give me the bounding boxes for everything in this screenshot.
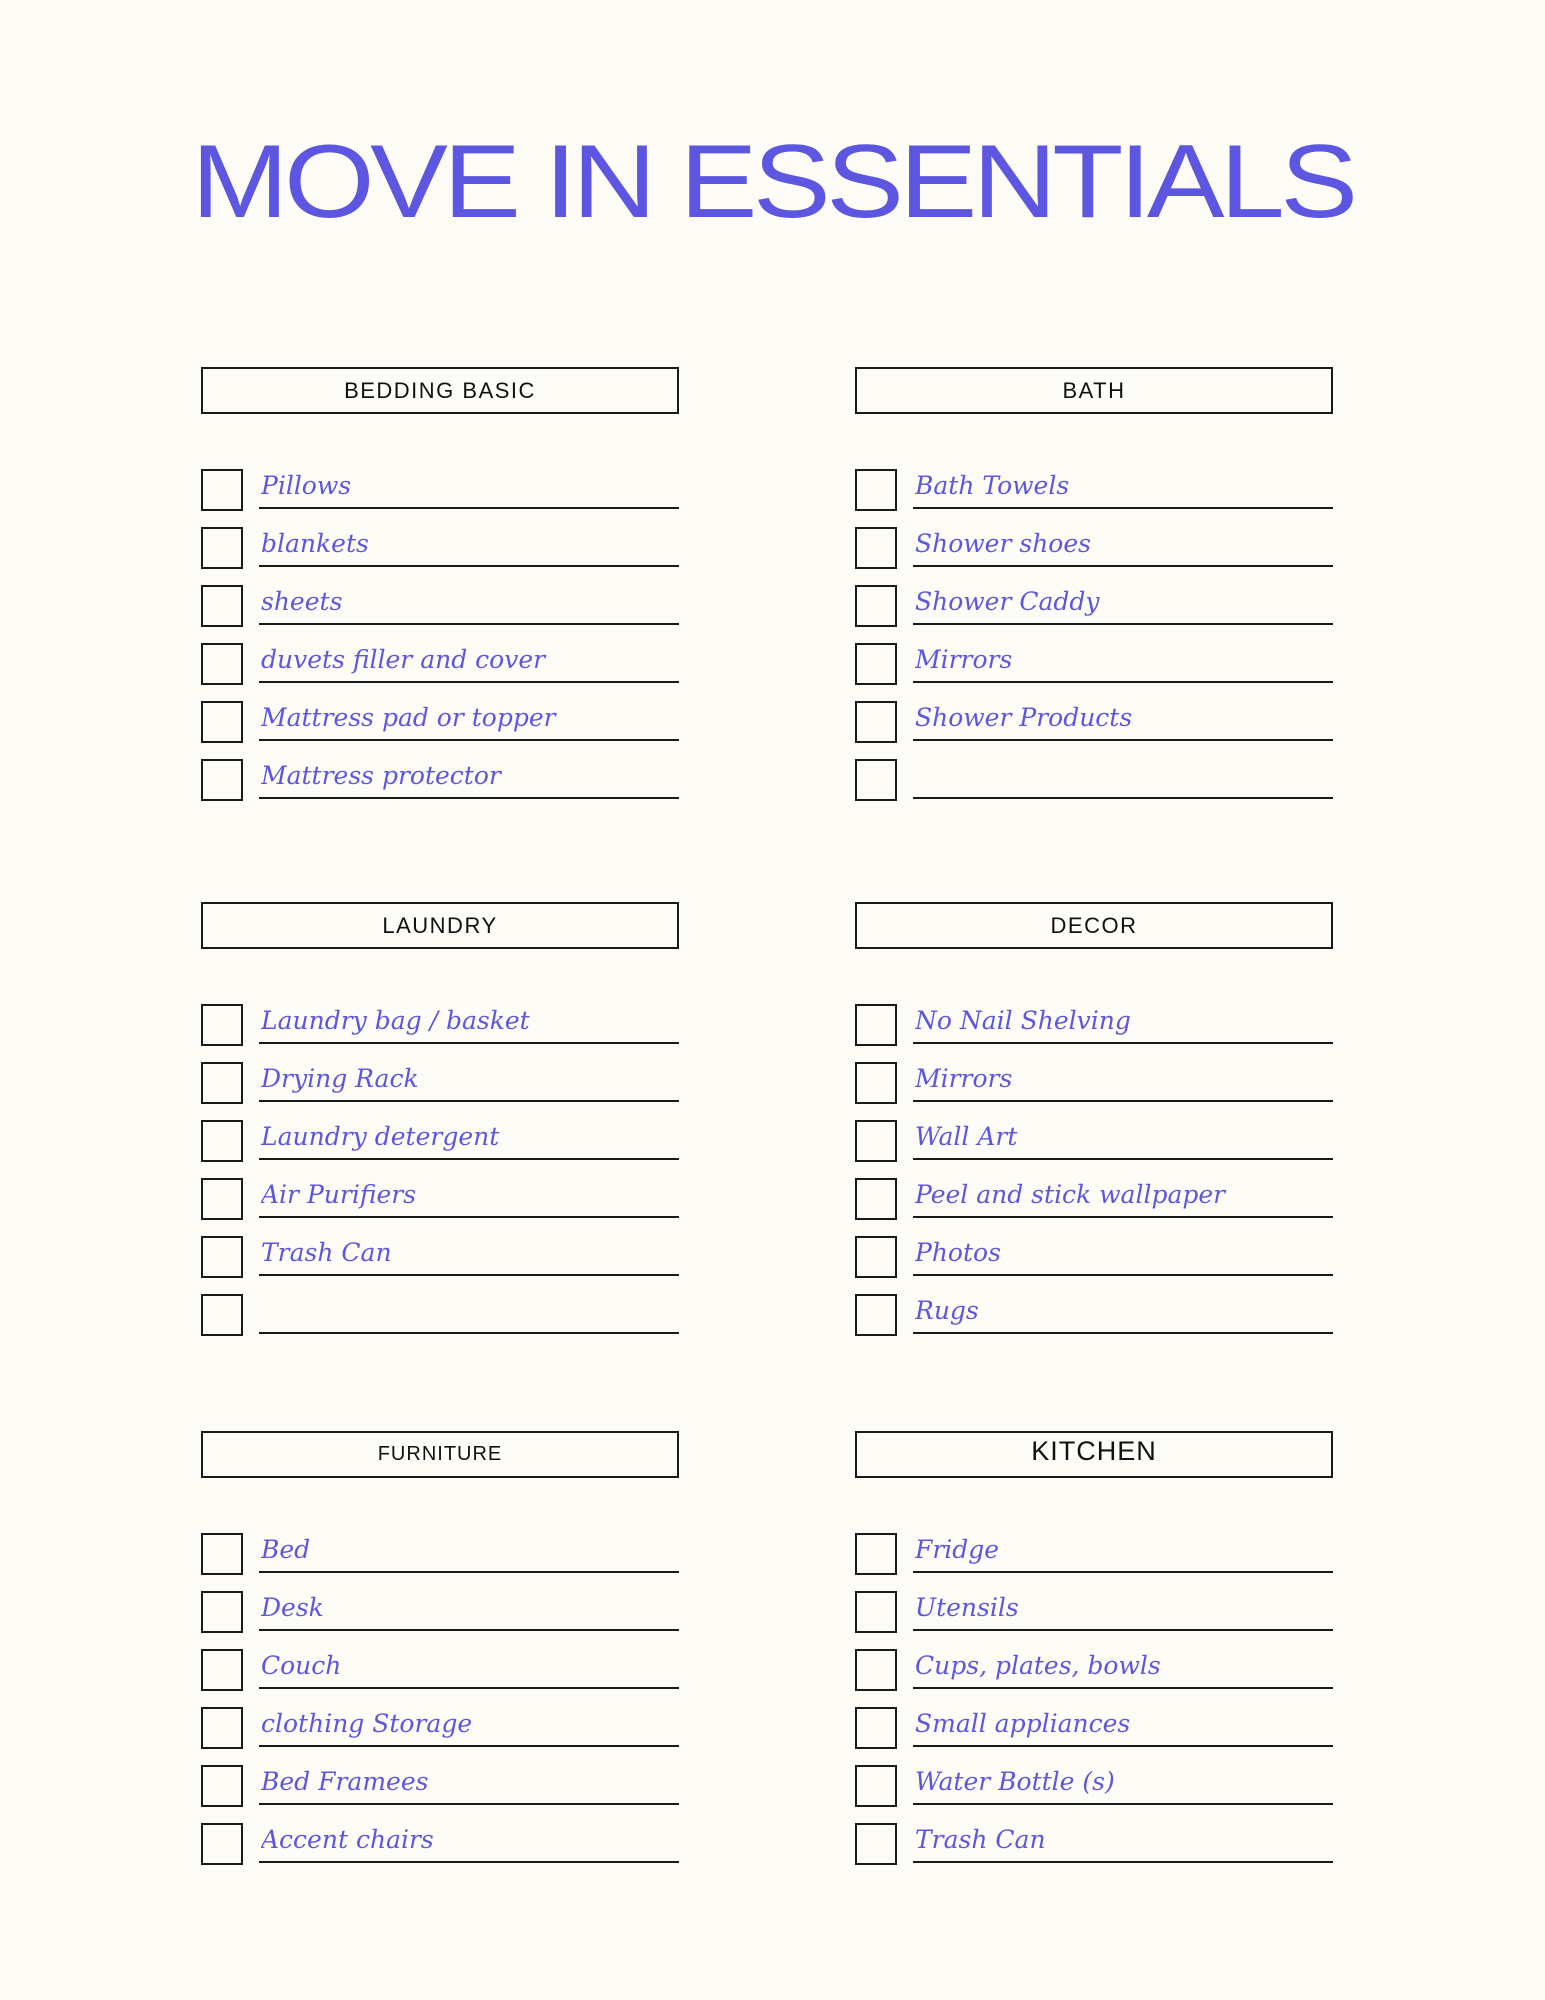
checklist-item bbox=[201, 527, 679, 585]
item-text: Shower Caddy bbox=[915, 587, 1100, 616]
checklist-item bbox=[201, 1649, 679, 1707]
write-line bbox=[259, 1100, 679, 1102]
checklist-item bbox=[201, 1707, 679, 1765]
checklist-item bbox=[855, 469, 1333, 527]
checkbox[interactable] bbox=[855, 469, 897, 511]
checklist bbox=[201, 469, 679, 817]
write-line bbox=[913, 1861, 1333, 1863]
checkbox[interactable] bbox=[855, 1823, 897, 1865]
item-text: Trash Can bbox=[915, 1825, 1046, 1854]
checkbox[interactable] bbox=[855, 1236, 897, 1278]
checklist-item bbox=[201, 1294, 679, 1352]
section-bath bbox=[855, 367, 1333, 817]
checklist-item bbox=[201, 1765, 679, 1823]
write-line bbox=[913, 1042, 1333, 1044]
item-text: Bed bbox=[261, 1535, 311, 1564]
checkbox[interactable] bbox=[855, 1004, 897, 1046]
checklist-item bbox=[855, 701, 1333, 759]
write-line bbox=[913, 1687, 1333, 1689]
item-text: Mattress pad or topper bbox=[261, 703, 556, 732]
write-line bbox=[913, 1629, 1333, 1631]
checklist-item bbox=[855, 1062, 1333, 1120]
checkbox[interactable] bbox=[855, 527, 897, 569]
checklist-item bbox=[855, 643, 1333, 701]
item-text: Shower Products bbox=[915, 703, 1133, 732]
write-line bbox=[913, 623, 1333, 625]
write-line bbox=[913, 1332, 1333, 1334]
write-line bbox=[913, 1100, 1333, 1102]
checkbox[interactable] bbox=[855, 1533, 897, 1575]
checkbox[interactable] bbox=[201, 527, 243, 569]
checkbox[interactable] bbox=[201, 1294, 243, 1336]
item-text: Mirrors bbox=[915, 645, 1013, 674]
checklist-item bbox=[855, 1120, 1333, 1178]
section-bedding-basic bbox=[201, 367, 679, 817]
checklist-item bbox=[855, 1294, 1333, 1352]
checkbox[interactable] bbox=[855, 1120, 897, 1162]
checklist-item bbox=[201, 1591, 679, 1649]
item-text: sheets bbox=[261, 587, 343, 616]
checkbox[interactable] bbox=[201, 759, 243, 801]
write-line bbox=[913, 797, 1333, 799]
checklist-item bbox=[201, 1823, 679, 1881]
item-text: Fridge bbox=[915, 1535, 1000, 1564]
write-line bbox=[913, 1274, 1333, 1276]
item-text: Mattress protector bbox=[261, 761, 501, 790]
checkbox[interactable] bbox=[855, 643, 897, 685]
write-line bbox=[913, 1571, 1333, 1573]
write-line bbox=[913, 739, 1333, 741]
checkbox[interactable] bbox=[855, 1765, 897, 1807]
checklist-item bbox=[855, 1707, 1333, 1765]
checkbox[interactable] bbox=[201, 1765, 243, 1807]
write-line bbox=[259, 1629, 679, 1631]
item-text: Water Bottle (s) bbox=[915, 1767, 1115, 1796]
item-text: Trash Can bbox=[261, 1238, 392, 1267]
checkbox[interactable] bbox=[201, 643, 243, 685]
item-text: Bed Framees bbox=[261, 1767, 429, 1796]
item-text: Rugs bbox=[915, 1296, 979, 1325]
checklist-item bbox=[855, 527, 1333, 585]
checklist-item bbox=[201, 1236, 679, 1294]
checklist-item bbox=[855, 1533, 1333, 1591]
checklist-item bbox=[855, 1823, 1333, 1881]
checklist-item bbox=[201, 1178, 679, 1236]
item-text: Couch bbox=[261, 1651, 342, 1680]
write-line bbox=[259, 1745, 679, 1747]
section-header: BEDDING BASIC bbox=[201, 367, 679, 414]
section-header: BATH bbox=[855, 367, 1333, 414]
checklist-item bbox=[201, 759, 679, 817]
item-text: Laundry detergent bbox=[261, 1122, 500, 1151]
checkbox[interactable] bbox=[201, 1591, 243, 1633]
write-line bbox=[259, 565, 679, 567]
write-line bbox=[913, 507, 1333, 509]
section-decor bbox=[855, 902, 1333, 1352]
write-line bbox=[259, 739, 679, 741]
write-line bbox=[913, 681, 1333, 683]
item-text: Drying Rack bbox=[261, 1064, 419, 1093]
item-text: Pillows bbox=[261, 471, 352, 500]
checkbox[interactable] bbox=[201, 1707, 243, 1749]
write-line bbox=[259, 797, 679, 799]
write-line bbox=[259, 1158, 679, 1160]
item-text: Utensils bbox=[915, 1593, 1019, 1622]
write-line bbox=[259, 507, 679, 509]
item-text: blankets bbox=[261, 529, 369, 558]
checklist-item bbox=[855, 1178, 1333, 1236]
item-text: Cups, plates, bowls bbox=[915, 1651, 1161, 1680]
checklist-item bbox=[855, 1765, 1333, 1823]
write-line bbox=[913, 1158, 1333, 1160]
section-furniture bbox=[201, 1431, 679, 1881]
checkbox[interactable] bbox=[201, 1178, 243, 1220]
checkbox[interactable] bbox=[855, 1294, 897, 1336]
checklist-item bbox=[855, 1004, 1333, 1062]
checkbox[interactable] bbox=[855, 1707, 897, 1749]
item-text: clothing Storage bbox=[261, 1709, 473, 1738]
write-line bbox=[259, 623, 679, 625]
checkbox[interactable] bbox=[201, 1062, 243, 1104]
write-line bbox=[259, 1687, 679, 1689]
write-line bbox=[259, 1803, 679, 1805]
write-line bbox=[259, 1216, 679, 1218]
checkbox[interactable] bbox=[855, 1649, 897, 1691]
checklist-item bbox=[201, 585, 679, 643]
checklist-item bbox=[201, 469, 679, 527]
item-text: Desk bbox=[261, 1593, 324, 1622]
checkbox[interactable] bbox=[201, 1533, 243, 1575]
checkbox[interactable] bbox=[855, 1062, 897, 1104]
checkbox[interactable] bbox=[201, 1004, 243, 1046]
checklist-item bbox=[201, 643, 679, 701]
checkbox[interactable] bbox=[855, 1178, 897, 1220]
item-text: Air Purifiers bbox=[261, 1180, 417, 1209]
checklist-item bbox=[855, 1649, 1333, 1707]
item-text: Mirrors bbox=[915, 1064, 1013, 1093]
item-text: Peel and stick wallpaper bbox=[915, 1180, 1226, 1209]
checkbox[interactable] bbox=[201, 1120, 243, 1162]
item-text: Bath Towels bbox=[915, 471, 1070, 500]
checkbox[interactable] bbox=[201, 1823, 243, 1865]
checkbox[interactable] bbox=[201, 701, 243, 743]
checklist-item bbox=[855, 759, 1333, 817]
item-text: Laundry bag / basket bbox=[261, 1006, 530, 1035]
write-line bbox=[913, 1803, 1333, 1805]
section-kitchen bbox=[855, 1431, 1333, 1881]
checkbox[interactable] bbox=[201, 1649, 243, 1691]
checklist-item bbox=[201, 1533, 679, 1591]
checklist-item bbox=[201, 1120, 679, 1178]
item-text: Small appliances bbox=[915, 1709, 1131, 1738]
checkbox[interactable] bbox=[201, 585, 243, 627]
page-title: MOVE IN ESSENTIALS bbox=[191, 124, 1354, 240]
write-line bbox=[259, 681, 679, 683]
checkbox[interactable] bbox=[855, 701, 897, 743]
checkbox[interactable] bbox=[855, 585, 897, 627]
item-text: Accent chairs bbox=[261, 1825, 434, 1854]
checklist-item bbox=[201, 701, 679, 759]
write-line bbox=[259, 1274, 679, 1276]
section-header: DECOR bbox=[855, 902, 1333, 949]
checklist bbox=[201, 1533, 679, 1881]
checkbox[interactable] bbox=[855, 759, 897, 801]
write-line bbox=[913, 565, 1333, 567]
checklist-item bbox=[201, 1004, 679, 1062]
item-text: Photos bbox=[915, 1238, 1001, 1267]
checklist-item bbox=[855, 1236, 1333, 1294]
write-line bbox=[913, 1745, 1333, 1747]
checklist bbox=[201, 1004, 679, 1352]
section-laundry bbox=[201, 902, 679, 1352]
checklist bbox=[855, 1004, 1333, 1352]
write-line bbox=[259, 1861, 679, 1863]
item-text: duvets filler and cover bbox=[261, 645, 546, 674]
section-header: KITCHEN bbox=[855, 1431, 1333, 1478]
checklist bbox=[855, 469, 1333, 817]
write-line bbox=[259, 1571, 679, 1573]
item-text: Shower shoes bbox=[915, 529, 1091, 558]
checklist bbox=[855, 1533, 1333, 1881]
write-line bbox=[913, 1216, 1333, 1218]
section-header: FURNITURE bbox=[201, 1431, 679, 1478]
checkbox[interactable] bbox=[201, 469, 243, 511]
write-line bbox=[259, 1042, 679, 1044]
item-text: No Nail Shelving bbox=[915, 1006, 1131, 1035]
item-text: Wall Art bbox=[915, 1122, 1018, 1151]
checkbox[interactable] bbox=[855, 1591, 897, 1633]
checklist-item bbox=[855, 1591, 1333, 1649]
write-line bbox=[259, 1332, 679, 1334]
section-header: LAUNDRY bbox=[201, 902, 679, 949]
checkbox[interactable] bbox=[201, 1236, 243, 1278]
checklist-item bbox=[855, 585, 1333, 643]
checklist-item bbox=[201, 1062, 679, 1120]
